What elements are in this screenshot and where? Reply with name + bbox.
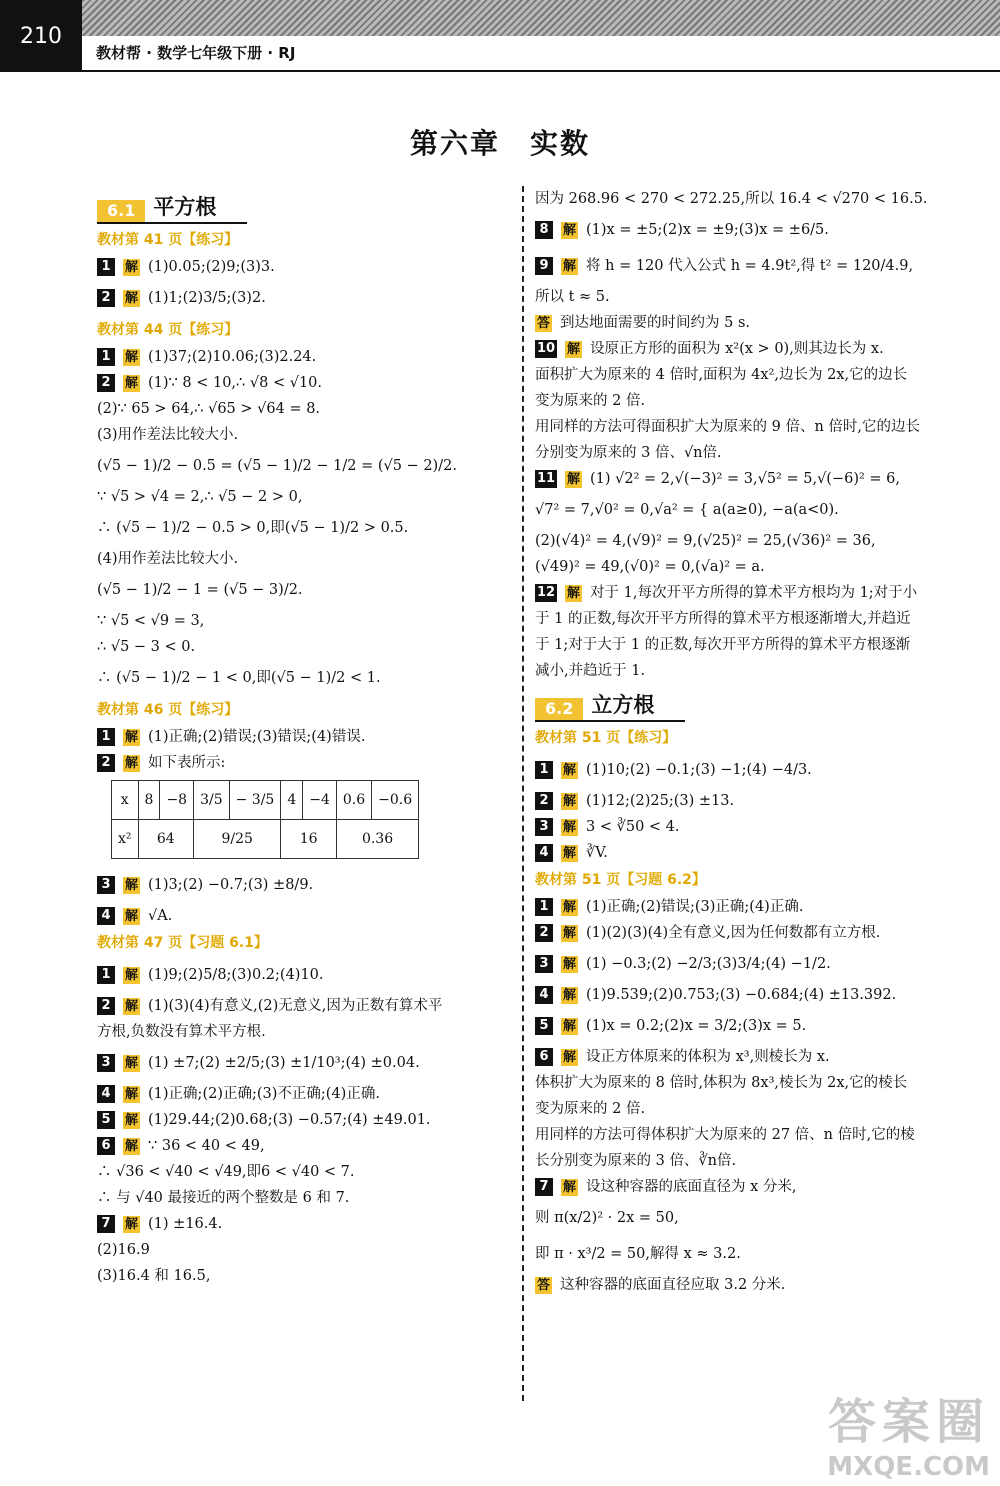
source-heading: 教材第 51 页【习题 6.2】: [535, 872, 706, 888]
conclusion-line: [535, 310, 955, 336]
question-number: 9: [535, 257, 553, 275]
line-text: 即 π · x³/2 = 50,解得 x ≈ 3.2.: [535, 1246, 741, 1262]
line-text: 于 1;对于大于 1 的正数,每次开平方所得的算术平方根逐渐: [535, 637, 911, 653]
answer-item: [97, 993, 515, 1019]
answer-item: [97, 370, 515, 396]
solution-label: 解: [125, 729, 139, 745]
line-text: 如下表所示:: [148, 755, 226, 771]
line-text: 用同样的方法可得体积扩大为原来的 27 倍、n 倍时,它的棱: [535, 1127, 915, 1143]
answer-item: [535, 212, 955, 248]
answer-item: [535, 788, 955, 814]
solution-label: 解: [125, 290, 139, 306]
section-number: 6.1: [97, 200, 145, 222]
answer-item: [535, 1044, 955, 1070]
answer-line: [535, 1122, 955, 1148]
section-number: 6.2: [535, 698, 583, 720]
question-number: 2: [97, 374, 115, 392]
solution-label: 解: [125, 375, 139, 391]
line-text: 将 h = 120 代入公式 h = 4.9t²,得 t² = 120/4.9,: [586, 258, 914, 274]
answer-line: [535, 440, 955, 466]
answer-line: [535, 554, 955, 580]
answer-item: [97, 1211, 515, 1237]
line-text: 因为 268.96 < 270 < 272.25,所以 16.4 < √270 < 16.5.: [535, 191, 928, 207]
header-stripe: [82, 0, 1000, 36]
line-text: (1) ±16.4.: [148, 1216, 223, 1232]
solution-label: 解: [563, 258, 577, 274]
line-text: (1) ±7;(2) ±2/5;(3) ±1/10³;(4) ±0.04.: [148, 1055, 420, 1071]
solution-label: 解: [563, 222, 577, 238]
answer-item: [535, 336, 955, 362]
line-text: 减小,并趋近于 1.: [535, 663, 646, 679]
line-text: (1)(3)(4)有意义,(2)无意义,因为正数有算术平: [148, 998, 443, 1014]
answer-line: [97, 1185, 515, 1211]
solution-label: 解: [563, 793, 577, 809]
solution-label: 解: [563, 1018, 577, 1034]
section-name: 立方根: [591, 693, 655, 717]
line-text: (1)9;(2)5/8;(3)0.2;(4)10.: [148, 967, 324, 983]
answer-item: [97, 903, 515, 929]
solution-label: 解: [567, 585, 581, 601]
answer-line: [97, 546, 515, 572]
line-text: (1)12;(2)25;(3) ±13.: [586, 793, 735, 809]
solution-label: 解: [125, 1138, 139, 1154]
line-text: (3)16.4 和 16.5,: [97, 1268, 211, 1284]
line-text: (2)∵ 65 > 64,∴ √65 > √64 = 8.: [97, 401, 321, 417]
answer-item: [535, 920, 955, 946]
line-text: ∴ (√5 − 1)/2 − 1 < 0,即(√5 − 1)/2 < 1.: [97, 670, 381, 686]
question-number: 3: [535, 818, 553, 836]
answer-line: [97, 1263, 515, 1289]
question-number: 10: [536, 341, 556, 356]
table-cell-x: −8: [160, 781, 194, 820]
question-number: 5: [97, 1111, 115, 1129]
line-text: ∛V.: [586, 845, 608, 861]
answer-item: [535, 1008, 955, 1044]
line-text: (1)37;(2)10.06;(3)2.24.: [148, 349, 317, 365]
answer-line: [535, 1096, 955, 1122]
answer-line: [535, 492, 955, 528]
question-number: 6: [97, 1137, 115, 1155]
question-number: 6: [535, 1048, 553, 1066]
left-column: [97, 186, 515, 1289]
answer-line: [97, 608, 515, 634]
question-number: 5: [535, 1017, 553, 1035]
answer-line: [535, 186, 955, 212]
answer-label: 答: [537, 315, 551, 331]
table-cell-x: 8: [138, 781, 160, 820]
chapter-title: 第六章 实数: [409, 127, 590, 160]
line-text: (√5 − 1)/2 − 0.5 = (√5 − 1)/2 − 1/2 = (√5 − 2)/2.: [97, 458, 457, 474]
line-text: (3)用作差法比较大小.: [97, 427, 239, 443]
table-cell-x: 0.6: [336, 781, 371, 820]
line-text: (1)1;(2)3/5;(3)2.: [148, 290, 266, 306]
line-text: ∴ 与 √40 最接近的两个整数是 6 和 7.: [97, 1190, 350, 1206]
question-number: 2: [535, 924, 553, 942]
answer-line: [535, 658, 955, 684]
line-text: ∴ √36 < √40 < √49,即6 < √40 < 7.: [97, 1164, 355, 1180]
line-text: (1)(2)(3)(4)全有意义,因为任何数都有立方根.: [586, 925, 881, 941]
question-number: 3: [535, 955, 553, 973]
answer-item: [97, 344, 515, 370]
answer-item: [97, 724, 515, 750]
question-number: 2: [535, 792, 553, 810]
line-text: (√49)² = 49,(√0)² = 0,(√a)² = a.: [535, 559, 765, 575]
line-text: √7² = 7,√0² = 0,√a² = { a(a≥0), −a(a<0).: [535, 502, 839, 518]
answer-line: [535, 632, 955, 658]
page-header: [0, 0, 1000, 72]
question-number: 7: [97, 1215, 115, 1233]
line-text: ∵ √5 > √4 = 2,∴ √5 − 2 > 0,: [97, 489, 303, 505]
table-cell-x: 3/5: [194, 781, 230, 820]
line-text: 这种容器的底面直径应取 3.2 分米.: [560, 1277, 786, 1293]
question-number: 1: [535, 761, 553, 779]
line-text: (2)(√4)² = 4,(√9)² = 9,(√25)² = 25,(√36)² = 36,: [535, 533, 876, 549]
right-column: [535, 186, 955, 1298]
question-number: 3: [97, 1054, 115, 1072]
line-text: 3 < ∛50 < 4.: [586, 819, 680, 835]
answer-item: [535, 580, 955, 606]
answer-item: [535, 814, 955, 840]
line-text: 设正方体原来的体积为 x³,则棱长为 x.: [586, 1049, 830, 1065]
answer-line: [97, 1237, 515, 1263]
source-heading: 教材第 46 页【练习】: [97, 702, 239, 718]
line-text: (2)16.9: [97, 1242, 150, 1258]
line-text: 方根,负数没有算术平方根.: [97, 1024, 266, 1040]
question-number: 3: [97, 876, 115, 894]
answer-line: [97, 1019, 515, 1045]
line-text: 变为原来的 2 倍.: [535, 1101, 646, 1117]
table-header-x2: x²: [112, 820, 139, 859]
answer-line: [97, 1159, 515, 1185]
answer-item: [535, 982, 955, 1008]
question-number: 8: [535, 221, 553, 239]
table-cell-x: − 3/5: [229, 781, 281, 820]
line-text: ∵ √5 < √9 = 3,: [97, 613, 205, 629]
solution-label: 解: [563, 1179, 577, 1195]
watermark: [827, 1383, 990, 1482]
line-text: 设这种容器的底面直径为 x 分米,: [586, 1179, 797, 1195]
question-number: 4: [535, 844, 553, 862]
solution-label: 解: [563, 845, 577, 861]
answer-line: [535, 1200, 955, 1236]
line-text: 到达地面需要的时间约为 5 s.: [560, 315, 751, 331]
question-number: 12: [536, 585, 556, 600]
table-cell-x: −4: [303, 781, 337, 820]
line-text: (1)9.539;(2)0.753;(3) −0.684;(4) ±13.392.: [586, 987, 897, 1003]
solution-label: 解: [563, 956, 577, 972]
answer-item: [97, 1045, 515, 1081]
answer-item: [535, 1174, 955, 1200]
answer-item: [535, 248, 955, 284]
line-text: 设原正方形的面积为 x²(x > 0),则其边长为 x.: [590, 341, 884, 357]
question-number: 7: [535, 1178, 553, 1196]
solution-label: 解: [125, 755, 139, 771]
answer-item: [97, 1081, 515, 1107]
section-name: 平方根: [153, 195, 217, 219]
answer-item: [535, 840, 955, 866]
header-rule: [82, 70, 1000, 72]
line-text: ∵ 36 < 40 < 49,: [148, 1138, 265, 1154]
question-number: 4: [97, 1085, 115, 1103]
line-text: (1) −0.3;(2) −2/3;(3)3/4;(4) −1/2.: [586, 956, 831, 972]
line-text: (1) √2² = 2,√(−3)² = 3,√5² = 5,√(−6)² = 6,: [590, 471, 901, 487]
solution-label: 解: [563, 899, 577, 915]
line-text: (1)正确;(2)错误;(3)正确;(4)正确.: [586, 899, 804, 915]
answer-line: [97, 634, 515, 660]
section-heading: [535, 684, 685, 722]
solution-label: 解: [125, 1086, 139, 1102]
line-text: 用同样的方法可得面积扩大为原来的 9 倍、n 倍时,它的边长: [535, 419, 920, 435]
table-cell-x: 4: [281, 781, 303, 820]
solution-label: 解: [563, 1049, 577, 1065]
source-heading: 教材第 44 页【练习】: [97, 322, 239, 338]
question-number: 4: [535, 986, 553, 1004]
line-text: (1)10;(2) −0.1;(3) −1;(4) −4/3.: [586, 762, 812, 778]
line-text: (1)正确;(2)正确;(3)不正确;(4)正确.: [148, 1086, 380, 1102]
solution-label: 解: [567, 471, 581, 487]
answer-line: [535, 388, 955, 414]
line-text: 所以 t ≈ 5.: [535, 289, 610, 305]
question-number: 1: [97, 728, 115, 746]
line-text: 对于 1,每次开平方所得的算术平方根均为 1;对于小: [590, 585, 918, 601]
solution-label: 解: [125, 1216, 139, 1232]
question-number: 1: [97, 258, 115, 276]
solution-label: 解: [125, 967, 139, 983]
line-text: 变为原来的 2 倍.: [535, 393, 646, 409]
line-text: 面积扩大为原来的 4 倍时,面积为 4x²,边长为 2x,它的边长: [535, 367, 908, 383]
watermark-bottom: MXQE.COM: [827, 1452, 990, 1482]
table-cell-x2: 16: [281, 820, 337, 859]
page-number: 210: [0, 0, 82, 72]
answer-label: 答: [537, 1277, 551, 1293]
answer-item: [535, 946, 955, 982]
table-cell-x2: 0.36: [336, 820, 418, 859]
solution-label: 解: [125, 877, 139, 893]
solution-label: 解: [563, 819, 577, 835]
question-number: 1: [97, 348, 115, 366]
question-number: 1: [535, 898, 553, 916]
line-text: ∴ (√5 − 1)/2 − 0.5 > 0,即(√5 − 1)/2 > 0.5.: [97, 520, 409, 536]
answer-line: [97, 510, 515, 546]
question-number: 2: [97, 754, 115, 772]
answer-line: [535, 606, 955, 632]
line-text: 于 1 的正数,每次开平方所得的算术平方根逐渐增大,并趋近: [535, 611, 911, 627]
solution-label: 解: [125, 908, 139, 924]
question-number: 2: [97, 289, 115, 307]
answer-line: [97, 660, 515, 696]
answer-line: [535, 284, 955, 310]
answer-line: [97, 448, 515, 484]
answer-item: [97, 280, 515, 316]
line-text: (1)x = ±5;(2)x = ±9;(3)x = ±6/5.: [586, 222, 829, 238]
question-number: 2: [97, 997, 115, 1015]
source-heading: 教材第 41 页【练习】: [97, 232, 239, 248]
answer-line: [535, 528, 955, 554]
solution-label: 解: [125, 259, 139, 275]
line-text: 则 π(x/2)² · 2x = 50,: [535, 1210, 679, 1226]
answer-item: [97, 1107, 515, 1133]
line-text: 分别变为原来的 3 倍、√n倍.: [535, 445, 722, 461]
solution-label: 解: [563, 762, 577, 778]
solution-label: 解: [567, 341, 581, 357]
line-text: ∴ √5 − 3 < 0.: [97, 639, 196, 655]
line-text: √A.: [148, 908, 173, 924]
source-heading: 教材第 51 页【练习】: [535, 730, 677, 746]
line-text: (1)x = 0.2;(2)x = 3/2;(3)x = 5.: [586, 1018, 807, 1034]
solution-label: 解: [125, 998, 139, 1014]
table-cell-x2: 64: [138, 820, 194, 859]
answer-item: [97, 957, 515, 993]
line-text: (1)∵ 8 < 10,∴ √8 < √10.: [148, 375, 323, 391]
line-text: (1)29.44;(2)0.68;(3) −0.57;(4) ±49.01.: [148, 1112, 431, 1128]
answer-item: [535, 752, 955, 788]
solution-label: 解: [563, 987, 577, 1003]
answer-line: [535, 1236, 955, 1272]
conclusion-line: [535, 1272, 955, 1298]
answer-line: [535, 1070, 955, 1096]
answer-line: [535, 362, 955, 388]
answer-item: [97, 750, 515, 776]
answer-item: [97, 254, 515, 280]
square-table: [111, 780, 419, 859]
line-text: (1)0.05;(2)9;(3)3.: [148, 259, 275, 275]
line-text: (4)用作差法比较大小.: [97, 551, 239, 567]
answer-item: [535, 894, 955, 920]
question-number: 1: [97, 966, 115, 984]
solution-label: 解: [125, 349, 139, 365]
column-divider: [522, 186, 524, 1401]
solution-label: 解: [125, 1055, 139, 1071]
solution-label: 解: [563, 925, 577, 941]
answer-line: [97, 484, 515, 510]
table-cell-x: −0.6: [372, 781, 419, 820]
question-number: 11: [536, 471, 556, 486]
line-text: (1)正确;(2)错误;(3)错误;(4)错误.: [148, 729, 366, 745]
solution-label: 解: [125, 1112, 139, 1128]
line-text: 长分别变为原来的 3 倍、∛n倍.: [535, 1153, 737, 1169]
answer-line: [97, 396, 515, 422]
answer-item: [535, 466, 955, 492]
line-text: (√5 − 1)/2 − 1 = (√5 − 3)/2.: [97, 582, 303, 598]
table-header-x: x: [112, 781, 139, 820]
line-text: 体积扩大为原来的 8 倍时,体积为 8x³,棱长为 2x,它的棱长: [535, 1075, 908, 1091]
section-heading: [97, 186, 247, 224]
question-number: 4: [97, 907, 115, 925]
answer-line: [97, 422, 515, 448]
answer-line: [535, 1148, 955, 1174]
source-heading: 教材第 47 页【习题 6.1】: [97, 935, 268, 951]
book-title: 教材帮 · 数学七年级下册 · RJ: [96, 44, 296, 62]
table-cell-x2: 9/25: [194, 820, 281, 859]
answer-item: [97, 1133, 515, 1159]
watermark-top: 答案圈: [827, 1394, 990, 1450]
answer-item: [97, 867, 515, 903]
line-text: (1)3;(2) −0.7;(3) ±8/9.: [148, 877, 314, 893]
answer-line: [97, 572, 515, 608]
answer-line: [535, 414, 955, 440]
